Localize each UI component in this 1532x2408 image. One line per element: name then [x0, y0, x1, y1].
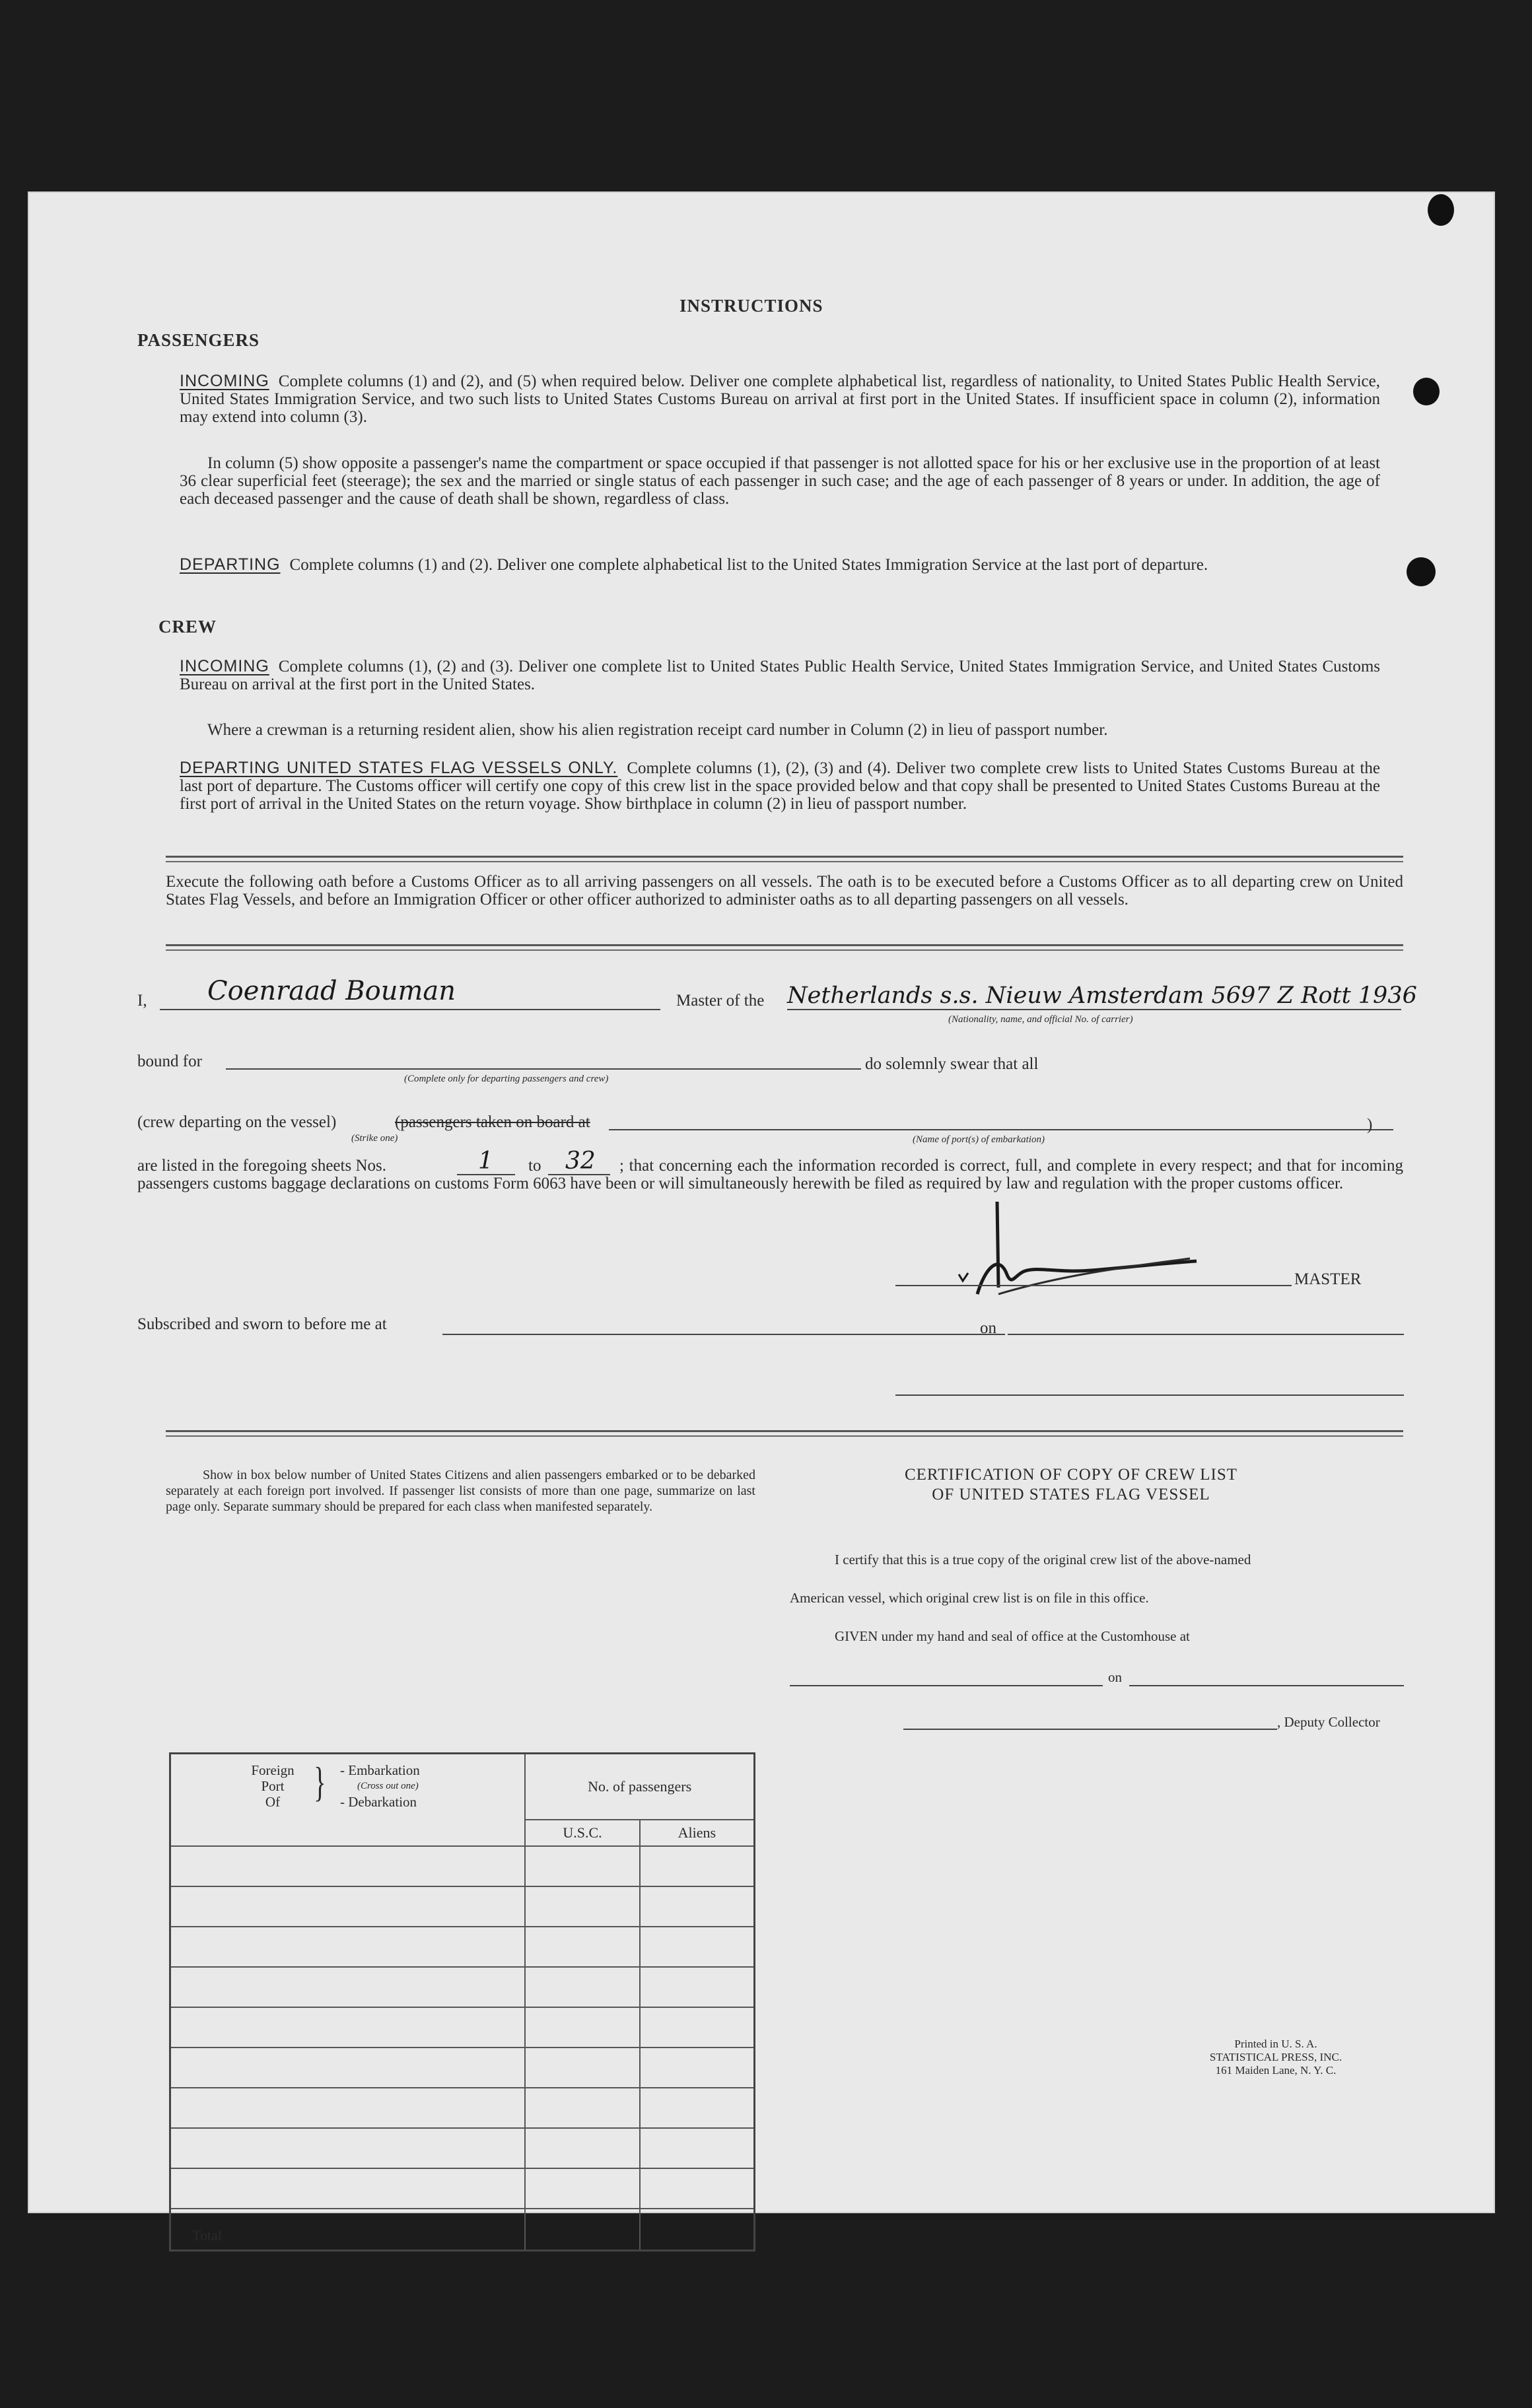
aliens-cell[interactable] [640, 1967, 755, 2007]
deputy-collector-label: , Deputy Collector [1277, 1714, 1380, 1730]
certify-line-2: American vessel, which original crew list is on file in this office. [790, 1590, 1149, 1606]
table-row [170, 2168, 755, 2209]
aliens-cell[interactable] [640, 1927, 755, 1967]
table-row [170, 2047, 755, 2088]
certification-title-2: OF UNITED STATES FLAG VESSEL [932, 1486, 1210, 1503]
master-name[interactable]: Coenraad Bouman [207, 976, 456, 1006]
port-cell[interactable] [170, 1967, 526, 2007]
passengers-heading: PASSENGERS [137, 330, 260, 350]
printer-line-2: STATISTICAL PRESS, INC. [1209, 2051, 1342, 2063]
table-row [170, 2088, 755, 2128]
ports-caption: (Name of port(s) of embarkation) [913, 1134, 1045, 1145]
close-paren: ) [1367, 1116, 1373, 1134]
port-cell[interactable] [170, 2088, 526, 2128]
total-row [170, 2209, 755, 2251]
certify-line-1: I certify that this is a true copy of the original crew list of the above-named [835, 1552, 1251, 1567]
passengers-departing-label: DEPARTING [180, 555, 281, 574]
bound-for-label: bound for [137, 1052, 202, 1070]
passengers-departing-paragraph [180, 556, 1380, 574]
sheet-from[interactable]: 1 [478, 1148, 493, 1175]
swear-label: do solemnly swear that all [865, 1055, 1039, 1073]
cross-out-caption: (Cross out one) [357, 1781, 419, 1791]
strike-one-caption: (Strike one) [351, 1133, 398, 1144]
crew-departing-label: DEPARTING UNITED STATES FLAG VESSELS ONLY. [180, 759, 618, 777]
port-cell[interactable] [170, 2168, 526, 2209]
printer-line-1: Printed in U. S. A. [1234, 2038, 1317, 2050]
crew-incoming-text: Complete columns (1), (2) and (3). Deliver one complete list to United States Public Health Service, United States Immigration Service, and United States Customs Bureau on arrival at the first port in the United States. [180, 658, 1380, 693]
crew-departing-option: (crew departing on the vessel) [137, 1113, 337, 1131]
usc-cell[interactable] [525, 2047, 639, 2088]
of-label: Of [265, 1794, 281, 1810]
total-label: Total [192, 2227, 222, 2244]
total-label-cell [170, 2209, 526, 2251]
master-signature-line[interactable] [895, 1285, 1292, 1286]
oath-i-label: I, [137, 992, 147, 1010]
port-cell[interactable] [170, 2047, 526, 2088]
given-line: GIVEN under my hand and seal of office at the Customhouse at [835, 1628, 1190, 1644]
passengers-incoming-text: Complete columns (1) and (2), and (5) when required below. Deliver one complete alphabetical list, regardless of nationality, to United States Public Health Service, United States Immigration Service, and two such lists to United States Customs Bureau on arrival at first port in the United States. If insufficient space in column (2), information may extend into column (3). [180, 372, 1380, 426]
punch-hole [1407, 557, 1436, 586]
column5-paragraph: In column (5) show opposite a passenger's name the compartment or space occupied if that passenger is not allotted space for his or her exclusive use in the proportion of at least 36 clear superficial feet (steerage); the sex and the married or single status of each passenger in such case; and the age of each passenger of 8 years or under. In addition, the age of each deceased passenger and the cause of death shall be shown, regardless of class. [180, 454, 1380, 508]
passengers-departing-text: Complete columns (1) and (2). Deliver one complete alphabetical list to the United States Immigration Service at the last port of departure. [289, 556, 1208, 574]
section-divider [166, 1430, 1403, 1437]
customhouse-line[interactable] [790, 1685, 1103, 1686]
crew-incoming-label: INCOMING [180, 657, 269, 675]
usc-cell[interactable] [525, 1846, 639, 1886]
table-row [170, 2007, 755, 2047]
table-row [170, 2128, 755, 2168]
aliens-cell[interactable] [640, 2088, 755, 2128]
crew-heading: CREW [158, 617, 217, 636]
table-row [170, 1886, 755, 1927]
brace-icon: } [314, 1758, 326, 1805]
aliens-cell[interactable] [640, 1846, 755, 1886]
table-row [170, 1927, 755, 1967]
port-header-cell [170, 1754, 526, 1846]
usc-cell[interactable] [525, 1967, 639, 2007]
crew-incoming-paragraph [180, 658, 1380, 693]
printer-line-3: 161 Maiden Lane, N. Y. C. [1215, 2064, 1337, 2077]
usc-total-cell[interactable] [525, 2209, 639, 2251]
crew-departing-text: Complete columns (1), (2), (3) and (4). Deliver two complete crew lists to United States Customs Bureau at the last port of departure. The Customs officer will certify one copy of this crew list in the space provided below and that copy shall be presented to United States Customs Bureau at the first port of arrival in the United States on the return voyage. Show birthplace in column (2) in lieu of passport number. [180, 759, 1380, 813]
box-instructions: Show in box below number of United States Citizens and alien passengers embarked or to be debarked separately at each foreign port involved. If passenger list consists of more than one page, summarize on last page only. Separate summary should be prepared for each class when manifested separately. [166, 1468, 755, 1514]
table-row [170, 1846, 755, 1886]
port-cell[interactable] [170, 2007, 526, 2047]
subscribed-label: Subscribed and sworn to before me at [137, 1315, 387, 1333]
vessel-caption: (Nationality, name, and official No. of carrier) [948, 1014, 1133, 1025]
instructions-title: INSTRUCTIONS [679, 296, 823, 316]
port-cell[interactable] [170, 1927, 526, 1967]
usc-cell[interactable] [525, 1886, 639, 1927]
embarkation-port-line[interactable] [609, 1129, 1393, 1130]
sworn-place-line[interactable] [442, 1334, 1005, 1335]
debarkation-label: - Debarkation [340, 1794, 417, 1810]
passenger-count-table [169, 1752, 755, 2252]
port-cell[interactable] [170, 1886, 526, 1927]
punch-hole [1428, 194, 1454, 226]
section-divider [166, 856, 1403, 862]
vessel-line [787, 1009, 1401, 1010]
to-label: to [528, 1157, 541, 1175]
port-label: Port [261, 1778, 285, 1794]
usc-cell[interactable] [525, 2128, 639, 2168]
cert-date-line[interactable] [1129, 1685, 1404, 1686]
aliens-cell[interactable] [640, 2128, 755, 2168]
usc-cell[interactable] [525, 2168, 639, 2209]
passengers-incoming-label: INCOMING [180, 372, 269, 390]
usc-header: U.S.C. [525, 1820, 639, 1846]
aliens-cell[interactable] [640, 2007, 755, 2047]
foreign-label: Foreign [251, 1762, 295, 1778]
aliens-cell[interactable] [640, 2168, 755, 2209]
table-row [170, 1967, 755, 2007]
officer-signature-line[interactable] [895, 1394, 1404, 1396]
no-of-passengers-header: No. of passengers [525, 1754, 754, 1820]
oath-instruction: Execute the following oath before a Customs Officer as to all arriving passengers on all vessels. The oath is to be executed before a Customs Officer as to all departing crew on United States Flag Vessels, and before an Immigration Officer or other officer authorized to administer oaths as to all departing passengers on all vessels. [166, 873, 1403, 909]
sworn-on-label: on [980, 1319, 996, 1337]
cert-on-label: on [1108, 1669, 1122, 1685]
certification-title-1: CERTIFICATION OF COPY OF CREW LIST [904, 1466, 1238, 1484]
bound-for-line[interactable] [226, 1068, 861, 1070]
port-cell[interactable] [170, 1846, 526, 1886]
punch-hole [1413, 378, 1440, 405]
aliens-cell[interactable] [640, 2047, 755, 2088]
document-page [28, 191, 1495, 2244]
deputy-signature-line[interactable] [903, 1729, 1277, 1730]
embarkation-label: - Embarkation [340, 1762, 420, 1778]
sworn-date-line[interactable] [1008, 1334, 1404, 1335]
usc-cell[interactable] [525, 2088, 639, 2128]
bound-for-caption: (Complete only for departing passengers and crew) [404, 1074, 609, 1084]
vessel-entry[interactable]: Netherlands s.s. Nieuw Amsterdam 5697 Z Rott 1936 [787, 982, 1417, 1009]
aliens-total-cell[interactable] [640, 2209, 755, 2251]
section-divider [166, 944, 1403, 951]
printer-imprint [1177, 2038, 1375, 2077]
listed-rest-text: ; that concerning each the information recorded is correct, full, and complete in every respect; and that for incoming passengers customs baggage declarations on customs Form 6063 have been or will simultaneously herewith be filed as required by law and regulation with the proper customs officer. [137, 1157, 1403, 1192]
listed-rest [137, 1157, 1403, 1192]
passengers-option-struck: (passengers taken on board at [395, 1113, 590, 1131]
master-name-line [160, 1009, 660, 1010]
usc-cell[interactable] [525, 2007, 639, 2047]
port-cell[interactable] [170, 2128, 526, 2168]
master-of-label: Master of the [676, 992, 765, 1010]
crew-departing-paragraph [180, 759, 1380, 813]
sheet-to[interactable]: 32 [565, 1148, 596, 1175]
passengers-incoming-paragraph [180, 372, 1380, 426]
aliens-cell[interactable] [640, 1886, 755, 1927]
aliens-header: Aliens [640, 1820, 755, 1846]
listed-label: are listed in the foregoing sheets Nos. [137, 1157, 386, 1175]
crew-alien-paragraph: Where a crewman is a returning resident alien, show his alien registration receipt card number in Column (2) in lieu of passport number. [207, 721, 1108, 739]
usc-cell[interactable] [525, 1927, 639, 1967]
master-label: MASTER [1294, 1270, 1362, 1288]
master-signature [899, 1195, 1269, 1314]
